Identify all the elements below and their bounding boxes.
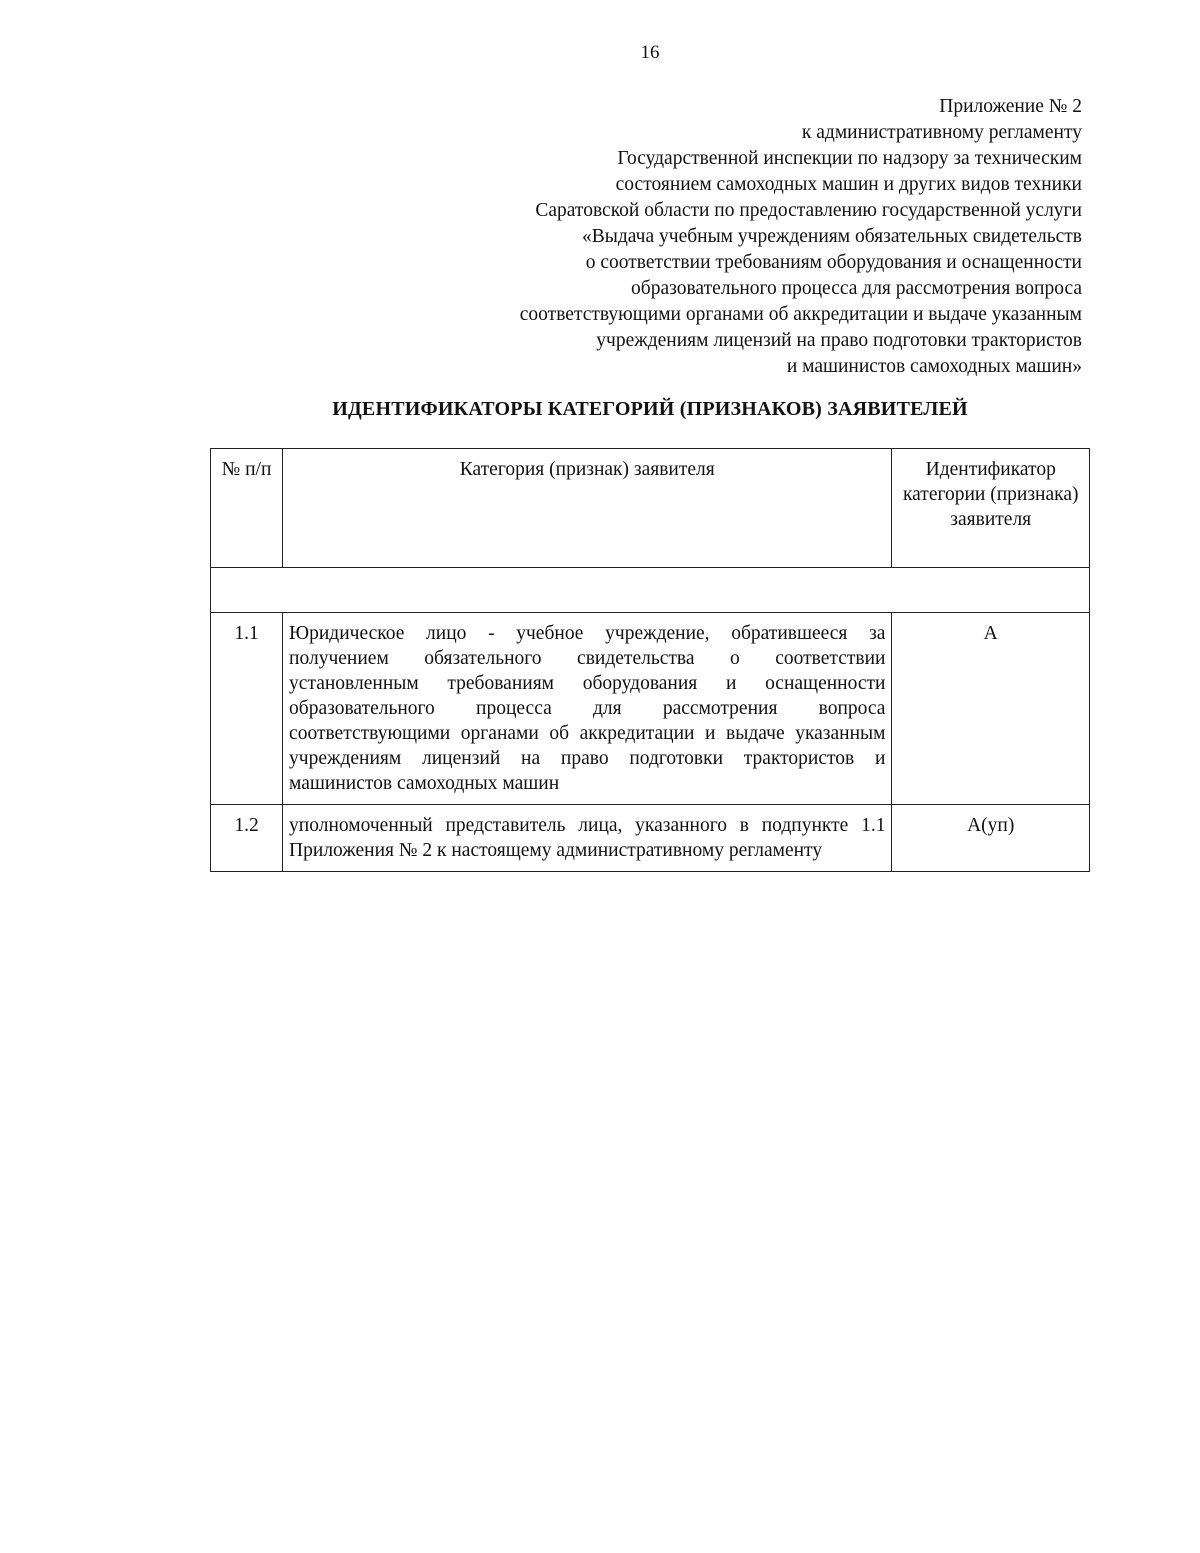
appendix-line: о соответствии требованиям оборудования и оснащенности [585,252,1082,273]
appendix-line: соответствующими органами об аккредитации и выдаче указанным [519,304,1082,325]
applicant-categories-table [210,448,1090,872]
row-num: 1.1 [211,613,283,805]
table-row [211,613,1090,805]
appendix-line: состоянием самоходных машин и других видов техники [615,174,1082,195]
appendix-line: образовательного процесса для рассмотрения вопроса [631,278,1082,299]
table-row [211,805,1090,872]
appendix-line: Приложение № 2 [939,96,1082,117]
row-num: 1.2 [211,805,283,872]
appendix-line: Государственной инспекции по надзору за техническим [617,148,1082,169]
table-header-row [211,449,1090,568]
header-identifier: Идентификатор категории (признака) заявителя [892,449,1090,568]
appendix-line: к административному регламенту [801,122,1082,143]
row-identifier: А [892,613,1090,805]
document-title: ИДЕНТИФИКАТОРЫ КАТЕГОРИЙ (ПРИЗНАКОВ) ЗАЯВИТЕЛЕЙ [332,398,968,420]
table-empty-row [211,568,1090,613]
row-category: уполномоченный представитель лица, указанного в подпункте 1.1 Приложения № 2 к настоящему административному регламенту [283,805,892,872]
page-number: 16 [640,42,660,63]
appendix-line: и машинистов самоходных машин» [786,356,1082,377]
row-identifier: А(уп) [892,805,1090,872]
appendix-line: «Выдача учебным учреждениям обязательных свидетельств [582,226,1082,247]
header-category: Категория (признак) заявителя [283,449,892,568]
appendix-header [362,94,1082,380]
empty-cell [211,568,1090,613]
appendix-line: Саратовской области по предоставлению государственной услуги [535,200,1082,221]
row-category: Юридическое лицо - учебное учреждение, обратившееся за получением обязательного свидетельства о соответствии установленным требованиям оборудования и оснащенности образовательного процесса для рассмотрения вопроса соответствующими органами об аккредитации и выдаче указанным учреждениям лицензий на право подготовки трактористов и машинистов самоходных машин [283,613,892,805]
header-num: № п/п [211,449,283,568]
appendix-line: учреждениям лицензий на право подготовки трактористов [596,330,1082,351]
